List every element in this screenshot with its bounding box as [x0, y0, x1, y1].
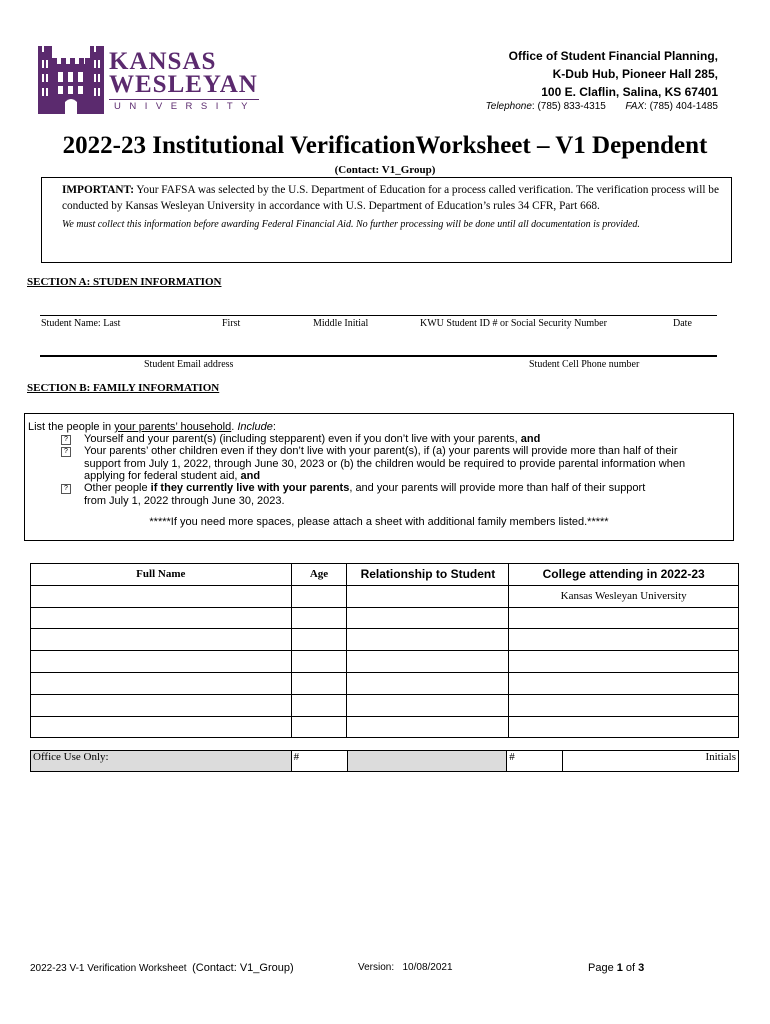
- cell-college[interactable]: [509, 607, 739, 629]
- header-college: College attending in 2022-23: [509, 564, 739, 586]
- important-lead: IMPORTANT:: [62, 184, 134, 196]
- fax-label: FAX: [625, 101, 645, 112]
- header-relationship: Relationship to Student: [347, 564, 509, 586]
- important-text: [62, 182, 723, 214]
- header-age: Age: [291, 564, 347, 586]
- logo-university: UNIVERSITY: [114, 101, 257, 112]
- cell-full-name[interactable]: [31, 651, 292, 673]
- cell-relationship[interactable]: [347, 585, 509, 607]
- university-logo: [36, 44, 266, 114]
- cell-relationship[interactable]: [347, 694, 509, 716]
- castle-tower-icon: [36, 44, 106, 116]
- household-intro: List the people in your parents’ household. Include:: [28, 421, 276, 433]
- important-note: We must collect this information before awarding Federal Financial Aid. No further processing will be done until all documentation is provided.: [62, 219, 640, 230]
- cell-age[interactable]: [291, 694, 347, 716]
- student-name-line[interactable]: [40, 315, 717, 316]
- cell-college[interactable]: [509, 672, 739, 694]
- section-b-heading: SECTION B: FAMILY INFORMATION: [27, 382, 220, 394]
- cell-age[interactable]: [291, 585, 347, 607]
- cell-college[interactable]: Kansas Wesleyan University: [509, 585, 739, 607]
- table-row: [31, 585, 739, 607]
- cell-age[interactable]: [291, 651, 347, 673]
- cell-full-name[interactable]: [31, 672, 292, 694]
- bullet-box-icon: ?: [61, 435, 71, 445]
- office-use-hash-1[interactable]: #: [291, 751, 347, 772]
- cell-age[interactable]: [291, 607, 347, 629]
- student-contact-line[interactable]: [40, 355, 717, 357]
- logo-rule: [109, 99, 259, 100]
- office-address: [509, 47, 718, 101]
- telephone-number: : (785) 833-4315: [531, 101, 606, 112]
- logo-wesleyan: WESLEYAN: [109, 71, 258, 98]
- footer-document-name: [30, 962, 294, 974]
- label-last-name: Student Name: Last: [41, 318, 121, 329]
- label-student-id: KWU Student ID # or Social Security Number: [420, 318, 607, 329]
- label-student-phone: Student Cell Phone number: [529, 359, 640, 370]
- more-space-note: *****If you need more spaces, please attach a sheet with additional family members listed.*****: [149, 516, 609, 528]
- cell-full-name[interactable]: [31, 694, 292, 716]
- office-use-hash-2[interactable]: #: [507, 751, 563, 772]
- table-row: [31, 607, 739, 629]
- cell-age[interactable]: [291, 672, 347, 694]
- footer-left-text: 2022-23 V-1 Verification Worksheet: [30, 963, 187, 974]
- table-header-row: [31, 564, 739, 586]
- label-date: Date: [673, 318, 692, 329]
- cell-relationship[interactable]: [347, 672, 509, 694]
- logo-kansas: KANSAS: [109, 48, 217, 75]
- footer-version: [358, 962, 453, 973]
- office-line-3: 100 E. Claflin, Salina, KS 67401: [541, 85, 718, 99]
- office-line-2: K-Dub Hub, Pioneer Hall 285,: [552, 67, 718, 81]
- table-row: [31, 716, 739, 738]
- important-body: Your FAFSA was selected by the U.S. Department of Education for a process called verification. The verification process will be conducted by Kansas Wesleyan University in accordance with U.S. Department of Education’s rules 34 CFR, Part 668.: [62, 184, 719, 212]
- important-notice-box: [41, 177, 732, 263]
- bullet-2-text: Your parents’ other children even if they don’t live with your parent(s), if (a) your parents will provide more than half of their support from July 1, 2022, through June 30, 2023 or (b) the children would be required to provide parental information when applying for federal student aid, and: [84, 445, 686, 483]
- cell-relationship[interactable]: [347, 629, 509, 651]
- cell-college[interactable]: [509, 629, 739, 651]
- office-use-label: Office Use Only:: [31, 751, 292, 772]
- footer-contact: (Contact: V1_Group): [192, 962, 294, 974]
- bullet-box-icon: ?: [61, 484, 71, 494]
- document-title: 2022-23 Institutional VerificationWorksheet – V1 Dependent: [62, 132, 708, 159]
- cell-relationship[interactable]: [347, 716, 509, 738]
- cell-college[interactable]: [509, 651, 739, 673]
- cell-college[interactable]: [509, 694, 739, 716]
- phone-fax-line: [486, 101, 718, 112]
- header-full-name: Full Name: [31, 564, 292, 586]
- footer-page-number: Page 1 of 3: [588, 962, 645, 974]
- office-line-1: Office of Student Financial Planning,: [508, 49, 718, 63]
- fax-number: : (785) 404-1485: [644, 101, 718, 112]
- bullet-3-text: Other people if they currently live with your parents, and your parents will provide more than half of their support from July 1, 2022 through June 30, 2023.: [84, 482, 646, 507]
- office-use-initials[interactable]: Initials: [563, 751, 739, 772]
- section-a-heading: SECTION A: STUDEN INFORMATION: [27, 276, 222, 288]
- office-use-row: [31, 751, 739, 772]
- office-use-field-1[interactable]: [347, 751, 507, 772]
- table-row: [31, 694, 739, 716]
- office-use-table: [30, 750, 739, 772]
- household-instructions-box: [24, 413, 734, 541]
- cell-full-name[interactable]: [31, 585, 292, 607]
- cell-age[interactable]: [291, 629, 347, 651]
- label-first-name: First: [222, 318, 241, 329]
- bullet-1-text: Yourself and your parent(s) (including stepparent) even if you don’t live with your parents, and: [84, 433, 541, 445]
- telephone-label: Telephone: [485, 101, 532, 112]
- document-subtitle: (Contact: V1_Group): [334, 164, 436, 176]
- cell-relationship[interactable]: [347, 651, 509, 673]
- cell-full-name[interactable]: [31, 629, 292, 651]
- table-row: [31, 629, 739, 651]
- label-middle-initial: Middle Initial: [313, 318, 369, 329]
- cell-full-name[interactable]: [31, 716, 292, 738]
- cell-college[interactable]: [509, 716, 739, 738]
- bullet-box-icon: ?: [61, 447, 71, 457]
- family-members-table: [30, 563, 739, 738]
- table-row: [31, 651, 739, 673]
- cell-full-name[interactable]: [31, 607, 292, 629]
- footer-version-label: Version:: [358, 962, 395, 973]
- label-student-email: Student Email address: [144, 359, 234, 370]
- table-row: [31, 672, 739, 694]
- footer-version-date: 10/08/2021: [402, 962, 453, 973]
- cell-age[interactable]: [291, 716, 347, 738]
- cell-relationship[interactable]: [347, 607, 509, 629]
